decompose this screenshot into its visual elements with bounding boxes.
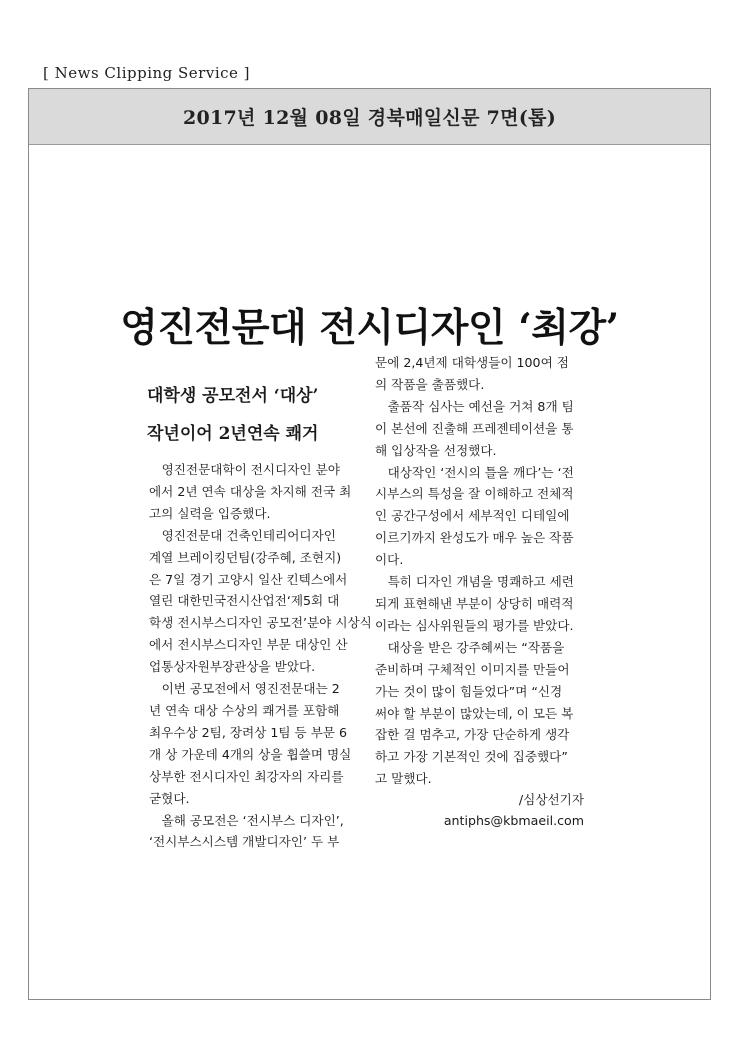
byline-email: antiphs@kbmaeil.com — [443, 813, 584, 828]
service-label: [ News Clipping Service ] — [43, 64, 251, 82]
clip-info-text: 2017년 12월 08일 경북매일신문 7면(톱) — [182, 107, 557, 129]
paragraph: 특히 디자인 개념을 명쾌하고 세련 되게 표현해낸 부분이 상당히 매력적 이라는 심사위원들의 평가를 받았다. — [375, 574, 574, 633]
article-column-right — [375, 352, 615, 790]
paragraph: 대상을 받은 강주혜씨는 “작품을 준비하며 구체적인 이미지를 만들어 가는 것이 많이 힘들었다”며 “신경 써야 할 부분이 많았는데, 이 모든 복 잡한 걸 멈추고, 가장 단순하게 생각 하고 가장 기본적인 것에 집중했다” 고 말했다. — [375, 639, 574, 787]
clipping-frame — [28, 88, 711, 1000]
article-subhead-1: 대학생 공모전서 ‘대상’ — [147, 386, 319, 406]
article-headline: 영진전문대 전시디자인 ‘최강’ — [120, 305, 619, 351]
paragraph: 문에 2,4년제 대학생들이 100여 점 의 작품을 출품했다. — [375, 355, 569, 392]
clip-info-header — [29, 89, 710, 145]
paragraph: 영진전문대학이 전시디자인 분야 에서 2년 연속 대상을 차지해 전국 최 고의 실력을 입증했다. — [149, 462, 352, 521]
paragraph: 출품작 심사는 예선을 거쳐 8개 팀 이 본선에 진출해 프레젠테이션을 통 해 입상작을 선정했다. — [375, 398, 574, 458]
paragraph: 영진전문대 건축인테리어디자인 계열 브레이킹던팀(강주혜, 조현지) 은 7일 경기 고양시 일산 킨텍스에서 열린 대한민국전시산업전‘제5회 대 학생 전시부스디자인 공모전’분야 시상식 에서 전시부스디자인 부문 대상인 산 업통상자원부장관상을 받았다. — [149, 527, 372, 675]
paragraph: 이번 공모전에서 영진전문대는 2 년 연속 대상 수상의 쾌거를 포함해 최우수상 2팀, 장려상 1팀 등 부문 6 개 상 가운데 4개의 상을 휩쓸며 명실 상부한 전시디자인 최강자의 자리를 굳혔다. — [149, 681, 352, 806]
article-subhead-2: 작년이어 2년연속 쾌거 — [147, 424, 319, 444]
byline-name: /심상선기자 — [518, 792, 584, 807]
paragraph: 올해 공모전은 ‘전시부스 디자인’, ‘전시부스시스템 개발디자인’ 두 부 — [149, 812, 344, 850]
paragraph: 대상작인 ‘전시의 틀을 깨다’는 ‘전 시부스의 특성을 잘 이해하고 전체적 인 공간구성에서 세부적인 디테일에 이르기까지 완성도가 매우 높은 작품 이다. — [375, 464, 574, 568]
